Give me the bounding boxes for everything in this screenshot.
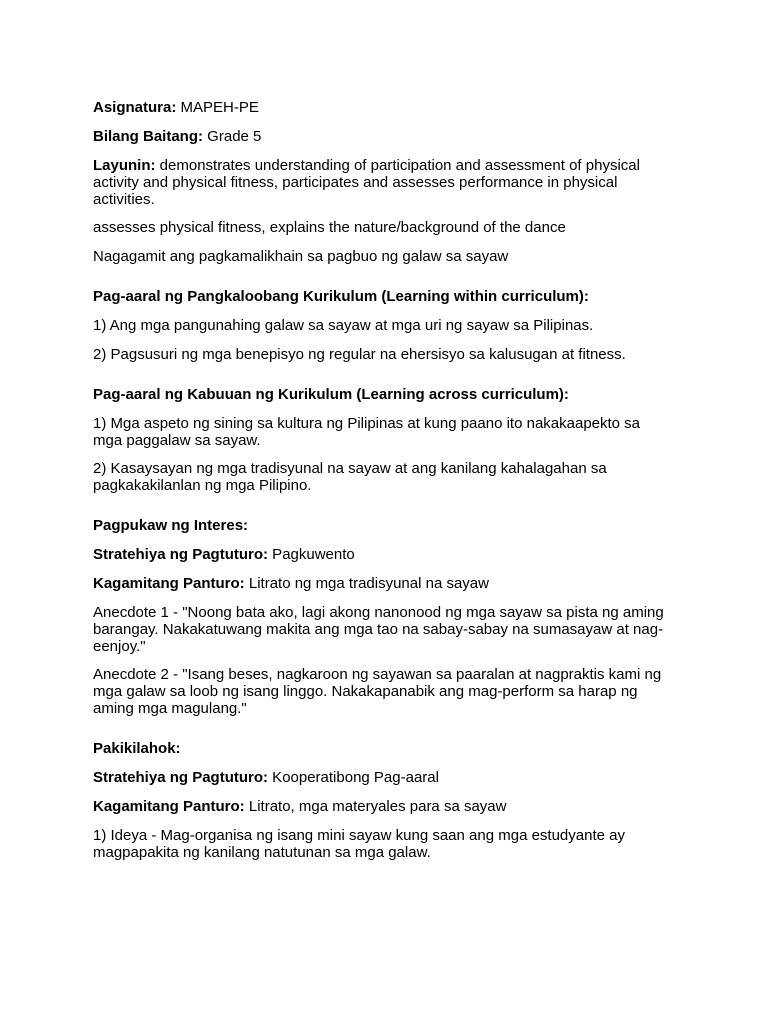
pagpukaw-stratehiya-line — [93, 546, 668, 563]
layunin-extra-1: assesses physical fitness, explains the nature/background of the dance — [93, 219, 566, 236]
pakikilahok-stratehiya-label: Stratehiya ng Pagtuturo: — [93, 769, 269, 786]
across-item-1: 1) Mga aspeto ng sining sa kultura ng Pilipinas at kung paano ito nakakaapekto sa mga paggalaw sa sayaw. — [93, 415, 641, 449]
anecdote-1: Anecdote 1 - "Noong bata ako, lagi akong nanonood ng mga sayaw sa pista ng aming barangay. Nakakatuwang makita ang mga tao na sabay-sabay na sumasayaw at nag-eenjoy." — [93, 604, 664, 655]
layunin-value: demonstrates understanding of participation and assessment of physical activity and physical fitness, participates and assesses performance in physical activities. — [93, 157, 640, 208]
pagpukaw-stratehiya-label: Stratehiya ng Pagtuturo: — [93, 546, 269, 563]
bilang-baitang-line — [93, 128, 668, 145]
bilang-baitang-value: Grade 5 — [203, 128, 262, 145]
asignatura-label: Asignatura: — [93, 99, 177, 116]
asignatura-value: MAPEH-PE — [176, 99, 259, 116]
pakikilahok-heading: Pakikilahok: — [93, 740, 181, 757]
pagpukaw-kagamitan-value: Litrato ng mga tradisyunal na sayaw — [244, 575, 489, 592]
layunin-label: Layunin: — [93, 157, 156, 174]
pagpukaw-kagamitan-label: Kagamitang Panturo: — [93, 575, 245, 592]
layunin-extra-2: Nagagamit ang pagkamalikhain sa pagbuo ng galaw sa sayaw — [93, 248, 509, 265]
pakikilahok-kagamitan-label: Kagamitang Panturo: — [93, 798, 245, 815]
bilang-baitang-label: Bilang Baitang: — [93, 128, 204, 145]
pagpukaw-stratehiya-value: Pagkuwento — [268, 546, 355, 563]
across-curriculum-heading: Pag-aaral ng Kabuuan ng Kurikulum (Learning across curriculum): — [93, 386, 569, 403]
pagpukaw-kagamitan-line — [93, 575, 668, 592]
anecdote-2: Anecdote 2 - "Isang beses, nagkaroon ng sayawan sa paaralan at nagpraktis kami ng mga galaw sa loob ng isang linggo. Nakakapanabik ang mag-perform sa harap ng aming mga magulang." — [93, 666, 662, 717]
within-curriculum-heading: Pag-aaral ng Pangkaloobang Kurikulum (Learning within curriculum): — [93, 288, 589, 305]
document-page — [93, 99, 668, 873]
pakikilahok-kagamitan-line — [93, 798, 668, 815]
within-item-1: 1) Ang mga pangunahing galaw sa sayaw at mga uri ng sayaw sa Pilipinas. — [93, 317, 594, 334]
pakikilahok-stratehiya-value: Kooperatibong Pag-aaral — [268, 769, 439, 786]
pagpukaw-heading: Pagpukaw ng Interes: — [93, 517, 249, 534]
pakikilahok-kagamitan-value: Litrato, mga materyales para sa sayaw — [244, 798, 507, 815]
pakikilahok-item-1: 1) Ideya - Mag-organisa ng isang mini sayaw kung saan ang mga estudyante ay magpapakita ng kanilang natutunan sa mga galaw. — [93, 827, 625, 861]
asignatura-line — [93, 99, 668, 116]
pakikilahok-stratehiya-line — [93, 769, 668, 786]
within-item-2: 2) Pagsusuri ng mga benepisyo ng regular na ehersisyo sa kalusugan at fitness. — [93, 346, 626, 363]
layunin-paragraph — [93, 157, 668, 208]
across-item-2: 2) Kasaysayan ng mga tradisyunal na sayaw at ang kanilang kahalagahan sa pagkakakilanlan ng mga Pilipino. — [93, 460, 607, 494]
